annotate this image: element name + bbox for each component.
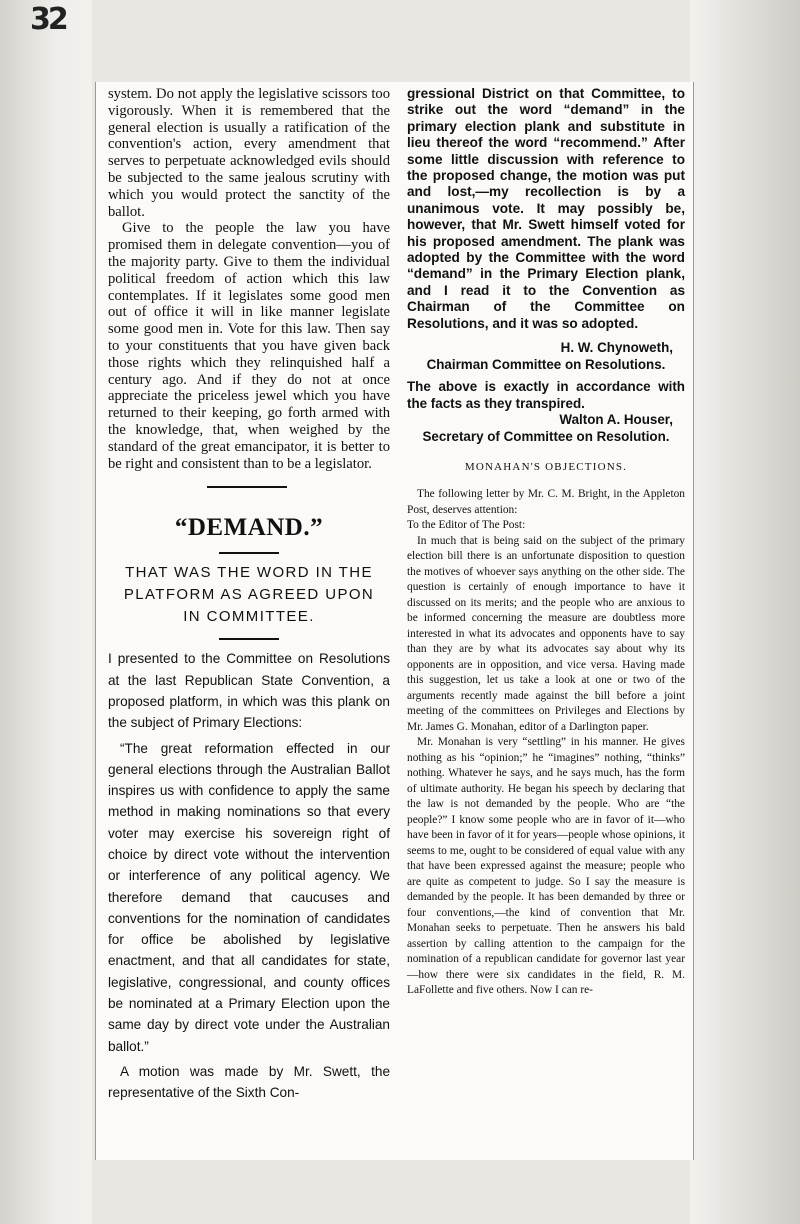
letter-paragraph: Mr. Monahan is very “settling” in his manner. He gives nothing as his “opinion;” he “imagines” nothing, “thinks” nothing. Whatever he says, and he says much, has the form of ultimate authority. He began his speech by declaring that the law is not demanded by the people. Who are “the people?” I know some people who are in favor of it—who have been in favor of it for years—people whose opinions, it seems to me, ought to be considered of equal value with any that have been expressed against the measure; people who are quite as competent to judge. So I say the measure is demanded by the people. It has been demanded by three or four conventions,—the kind of convention that Mr. Monahan seeks to perpetuate. Then he answers his bald assertion by calling attention to the campaign for the nomination of a republican candidate for governor last year—how there were six candidates in the field, R. M. LaFollette and five others. Now I can re- bbox=[407, 736, 685, 997]
left-clipping bbox=[95, 82, 398, 1160]
letter-intro: The following letter by Mr. C. M. Bright, in the Appleton Post, deserves attention: bbox=[407, 488, 685, 516]
demand-article bbox=[96, 496, 398, 1103]
continuation-body bbox=[407, 86, 685, 332]
letter-salutation: To the Editor of The Post: bbox=[407, 519, 526, 532]
headline-rule bbox=[219, 552, 279, 554]
attestation: The above is exactly in accordance with the facts as they transpired. bbox=[407, 379, 685, 411]
page-number: 32 bbox=[30, 2, 66, 37]
article-paragraph: A motion was made by Mr. Swett, the representative of the Sixth Con- bbox=[108, 1063, 390, 1101]
article-continuation bbox=[395, 82, 693, 999]
article-body bbox=[108, 648, 390, 1103]
right-clipping bbox=[395, 82, 694, 1160]
left-page-margin bbox=[0, 0, 92, 1224]
signature-block bbox=[407, 340, 685, 445]
signer-name: Walton A. Houser, bbox=[559, 412, 673, 428]
section-heading: MONAHAN'S OBJECTIONS. bbox=[464, 461, 628, 474]
monahan-letter bbox=[407, 487, 685, 999]
signer-name: H. W. Chynoweth, bbox=[560, 340, 673, 356]
editorial-paragraph: system. Do not apply the legislative scissors too vigorously. When it is remembered that the general election is usually a ratification of the convention's action, every amendment that serves to perpetuate acknowledged evils should be subjected to the same jealous scrutiny with which you would protect the sanctity of the ballot. bbox=[108, 86, 390, 220]
editorial-column bbox=[96, 82, 398, 472]
letter-paragraph: In much that is being said on the subject of the primary election bill there is an unfortunate disposition to question the motives of whoever says anything on the other side. The question is certainly of enough importance to have it discussed on its merits; and the people who are anxious to be informed concerning the measure are doubtless more interested in what its advocates and opponents have to say than they are by what its advocates say about why its opponents are in opposition, and vice versa. Having made this suggestion, let us take a look at one or two of the arguments recently made against the bill before a joint meeting of the committees on Privileges and Elections by Mr. James G. Monahan, editor of a Darlington paper. bbox=[407, 534, 685, 733]
article-headline: “DEMAND.” bbox=[174, 514, 324, 542]
continuation-paragraph: gressional District on that Committee, to strike out the word “demand” in the primary election plank and substitute in lieu thereof the word “recommend.” After some little discussion with reference to the proposed change, the motion was put and lost,—my recollection is by a unanimous vote. It may possibly be, however, that Mr. Swett himself voted for his proposed amendment. The plank was adopted by the Committee with the word “demand” in the Primary Election plank, and I read it to the Convention as Chairman of the Committee on Resolutions, and it was so adopted. bbox=[407, 86, 685, 331]
article-subhead bbox=[108, 562, 390, 628]
editorial-paragraph: Give to the people the law you have promised them in delegate convention—you of the majority party. Give to them the individual political freedom of action which this law contemplates. If it legislates some good men out of office it will in like manner legislate some good men in. Vote for this law. Then say to your constituents that you have given back those rights which they relinquished half a century ago. And if they do not at once appreciate the priceless jewel which you have returned to their keeping, go forth armed with the knowledge, that, when weighed by the standard of the great emancipator, it is better to be right and consistent than to be a legislator. bbox=[108, 220, 390, 472]
subhead-rule bbox=[219, 638, 279, 640]
quoted-plank: “The great reformation effected in our general elections through the Australian Ballot inspires us with confidence to apply the same method in making nominations so that every voter may exercise his sovereign right of choice by direct vote without the intervention or interference of any political agency. We therefore demand that caucuses and conventions for the nomination of candidates for office be abolished by legislative enactment, and that all candidates for state, legislative, congressional, and county offices be nominated at a Primary Election upon the same day by direct vote under the Australian ballot.” bbox=[108, 740, 390, 1054]
subhead-line: PLATFORM AS AGREED UPON bbox=[123, 586, 375, 604]
signer-title: Chairman Committee on Resolutions. bbox=[426, 356, 666, 372]
right-page-margin bbox=[690, 0, 800, 1224]
signer-title: Secretary of Committee on Resolution. bbox=[422, 428, 670, 444]
subhead-line: IN COMMITTEE. bbox=[183, 608, 315, 626]
divider-rule bbox=[207, 486, 287, 488]
article-paragraph: I presented to the Committee on Resolutions at the last Republican State Convention, a proposed platform, in which was this plank on the subject of Primary Elections: bbox=[108, 651, 390, 731]
subhead-line: THAT WAS THE WORD IN THE bbox=[125, 564, 373, 582]
